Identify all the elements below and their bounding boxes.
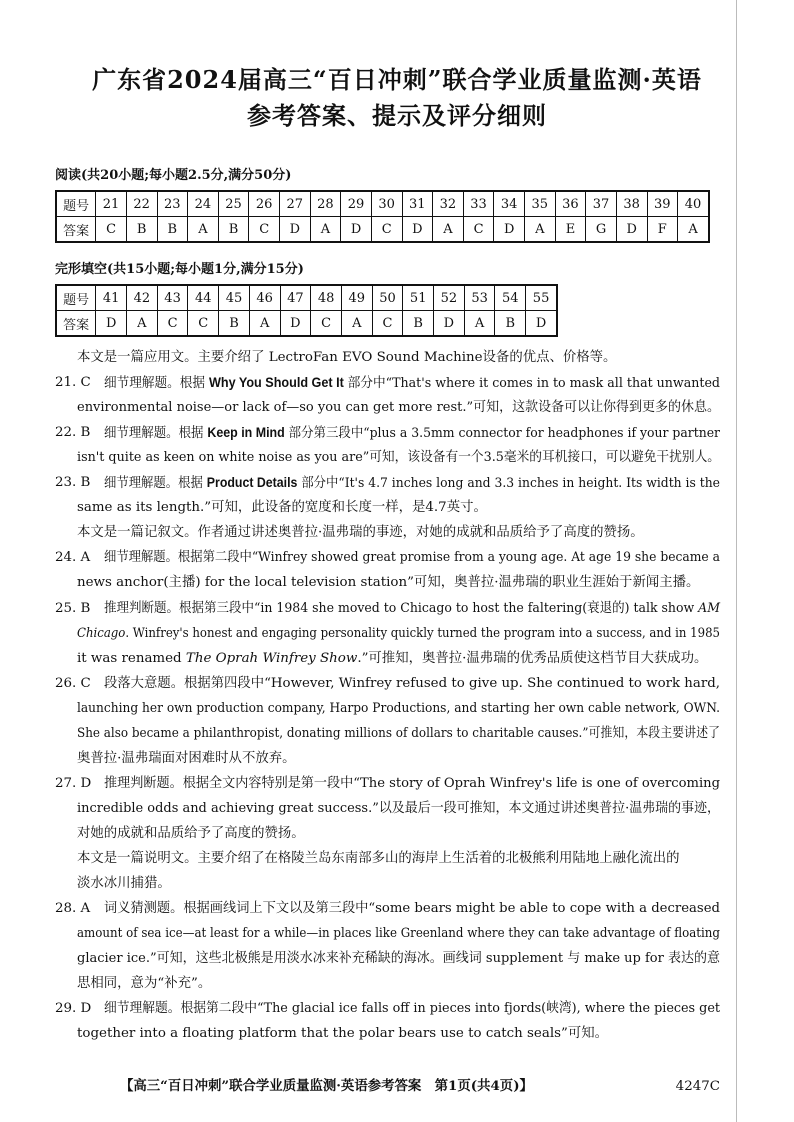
- answer-cell: D: [96, 311, 127, 337]
- text-line: [77, 574, 699, 592]
- text-line: [104, 424, 720, 443]
- answer-cell: B: [218, 217, 249, 243]
- question-number: 55: [526, 285, 557, 311]
- answer-cell: A: [678, 217, 709, 243]
- question-number: 50: [372, 285, 403, 311]
- question-number: 42: [127, 285, 158, 311]
- question-label: 23. B: [55, 475, 91, 491]
- table-row: [56, 217, 709, 243]
- answer-cell: F: [647, 217, 678, 243]
- answer-cell: A: [341, 311, 372, 337]
- question-number: 47: [280, 285, 311, 311]
- text-line: [77, 349, 616, 367]
- row-label: 题号: [56, 191, 96, 217]
- question-number: 40: [678, 191, 709, 217]
- question-number: 26: [249, 191, 280, 217]
- text-segment: 段落大意题。根据第四段中“However, Winfrey refused to give up. She continued to work hard,: [104, 675, 720, 691]
- answer-cell: D: [280, 217, 311, 243]
- text-line: [77, 875, 171, 893]
- question-number: 51: [403, 285, 434, 311]
- question-number: 22: [126, 191, 157, 217]
- text-segment: it was renamed: [77, 650, 186, 666]
- question-number: 27: [280, 191, 311, 217]
- text-line: [104, 775, 720, 793]
- reading-answer-table: [55, 190, 710, 243]
- answer-cell: G: [586, 217, 617, 243]
- page-subtitle: 参考答案、提示及评分细则: [247, 101, 547, 130]
- text-segment: 细节理解题。根据: [104, 376, 209, 392]
- text-segment: 推理判断题。根据第三段中“in 1984 she moved to Chicago to host the faltering(衰退的) talk show: [104, 600, 699, 616]
- paper-code: 4247C: [675, 1079, 720, 1094]
- text-line: [77, 750, 296, 768]
- table-row: [56, 191, 709, 217]
- footer: 【高三“百日冲刺”联合学业质量监测·英语参考答案 第1页(共4页)】: [120, 1078, 533, 1094]
- text-segment: incredible odds and achieving great success.”以及最后一段可推知，本文通过讲述奥普拉·温弗瑞的事迹，: [77, 800, 720, 816]
- answer-cell: C: [188, 311, 219, 337]
- question-number: 38: [616, 191, 647, 217]
- answer-cell: C: [311, 311, 342, 337]
- answer-cell: E: [555, 217, 586, 243]
- answer-cell: B: [403, 311, 434, 337]
- answer-cell: B: [157, 217, 188, 243]
- question-number: 29: [341, 191, 372, 217]
- text-segment: glacier ice.”可知，这些北极熊是用淡水冰来补充稀缺的海冰。画线词 supplement 与 make up for 表达的意: [77, 951, 720, 967]
- question-number: 53: [464, 285, 495, 311]
- answer-cell: D: [494, 217, 525, 243]
- text-line: [104, 474, 720, 493]
- answer-cell: A: [310, 217, 341, 243]
- section-name: Why You Should Get It: [208, 375, 344, 391]
- answer-cell: A: [464, 311, 495, 337]
- question-number: 34: [494, 191, 525, 217]
- text-line: [77, 499, 487, 517]
- question-number: 28: [310, 191, 341, 217]
- question-number: 32: [433, 191, 464, 217]
- row-label: 答案: [56, 217, 96, 243]
- answer-cell: A: [188, 217, 219, 243]
- text-segment: She also became a philanthropist, donating millions of dollars to charitable causes.”可推知，本段主要讲述了: [77, 725, 720, 741]
- question-number: 35: [525, 191, 556, 217]
- question-label: 26. C: [55, 675, 91, 691]
- text-line: [77, 725, 720, 743]
- question-number: 45: [219, 285, 250, 311]
- text-segment: 奥普拉·温弗瑞面对困难时从不放弃。: [77, 750, 296, 766]
- question-number: 24: [188, 191, 219, 217]
- text-segment: 部分中“It's 4.7 inches long and 3.3 inches in height. Its width is the: [297, 476, 720, 492]
- question-number: 37: [586, 191, 617, 217]
- text-segment: environmental noise—or lack of—so you can get more rest.”可知，这款设备可以让你得到更多的休息。: [77, 400, 720, 416]
- text-segment: 细节理解题。根据第二段中“Winfrey showed great promise from a young age. At age 19 she became a: [104, 550, 720, 566]
- section-name: Keep in Mind: [207, 425, 285, 441]
- italic-title: The Oprah Winfrey Show: [185, 650, 358, 666]
- question-number: 52: [434, 285, 465, 311]
- answer-cell: A: [525, 217, 556, 243]
- text-segment: amount of sea ice—at least for a while—in places like Greenland where they can take advantage of floating: [77, 926, 720, 942]
- table-row: [56, 311, 557, 337]
- text-line: [77, 1025, 608, 1043]
- text-line: [77, 700, 720, 718]
- footer-row: [120, 1075, 720, 1094]
- text-line: [77, 950, 720, 968]
- text-line: [104, 675, 720, 693]
- text-line: [77, 650, 707, 668]
- cloze-answer-table: [55, 284, 558, 337]
- italic-title: Chicago: [77, 625, 126, 641]
- answer-cell: D: [526, 311, 557, 337]
- text-segment: 本文是一篇应用文。主要介绍了 LectroFan EVO Sound Machine设备的优点、价格等。: [77, 350, 617, 365]
- text-line: [77, 825, 305, 843]
- section-name: Product Details: [206, 475, 298, 491]
- question-label: 25. B: [55, 600, 91, 616]
- question-number: 41: [96, 285, 127, 311]
- answer-cell: A: [127, 311, 158, 337]
- question-number: 33: [463, 191, 494, 217]
- question-number: 30: [371, 191, 402, 217]
- text-line: [77, 975, 211, 993]
- cloze-heading: 完形填空(共15小题;每小题1分,满分15分): [55, 262, 304, 277]
- question-label: 21. C: [55, 375, 91, 391]
- answer-cell: D: [341, 217, 372, 243]
- text-segment: 部分中“That's where it comes in to mask all that unwanted: [343, 376, 720, 392]
- table-row: [56, 285, 557, 311]
- answer-cell: A: [433, 217, 464, 243]
- page-title: 广东省2024届高三“百日冲刺”联合学业质量监测·英语: [92, 65, 702, 94]
- answer-cell: B: [126, 217, 157, 243]
- reading-heading: 阅读(共20小题;每小题2.5分,满分50分): [55, 168, 292, 183]
- answer-cell: C: [371, 217, 402, 243]
- answer-cell: A: [249, 311, 280, 337]
- question-number: 49: [341, 285, 372, 311]
- answer-cell: D: [402, 217, 433, 243]
- question-label: 29. D: [55, 1001, 92, 1017]
- text-segment: 淡水冰川捕猎。: [77, 876, 171, 892]
- text-segment: news anchor(主播) for the local television station”可知，奥普拉·温弗瑞的职业生涯始于新闻主播。: [77, 575, 700, 591]
- question-number: 31: [402, 191, 433, 217]
- question-number: 48: [311, 285, 342, 311]
- text-segment: 细节理解题。根据: [104, 426, 208, 442]
- text-line: [104, 600, 720, 618]
- text-line: [104, 549, 720, 567]
- text-line: [77, 625, 720, 643]
- question-label: 22. B: [55, 425, 91, 441]
- answer-cell: C: [96, 217, 127, 243]
- italic-title: AM: [698, 600, 720, 616]
- text-segment: 思相同，意为“补充”。: [77, 976, 212, 992]
- text-segment: isn't quite as keen on white noise as you are”可知，该设备有一个3.5毫米的耳机接口，可以避免干扰别人。: [77, 450, 720, 466]
- text-line: [104, 900, 720, 918]
- answer-cell: B: [219, 311, 250, 337]
- question-number: 46: [249, 285, 280, 311]
- text-segment: together into a floating platform that the polar bears use to catch seals”可知。: [77, 1026, 609, 1042]
- answer-cell: D: [434, 311, 465, 337]
- text-segment: 对她的成就和品质给予了高度的赞扬。: [77, 825, 305, 841]
- text-segment: .”可推知，奥普拉·温弗瑞的优秀品质使这档节目大获成功。: [357, 650, 708, 666]
- question-number: 54: [495, 285, 526, 311]
- answer-cell: D: [280, 311, 311, 337]
- answer-cell: C: [157, 311, 188, 337]
- question-number: 36: [555, 191, 586, 217]
- text-segment: . Winfrey's honest and engaging personality quickly turned the program into a success, and in 1985: [125, 625, 720, 641]
- text-segment: 部分第三段中“plus a 3.5mm connector for headphones if your partner: [284, 426, 720, 442]
- text-segment: 细节理解题。根据第二段中“The glacial ice falls off in pieces into fjords(峡湾), where the pieces get: [104, 1001, 720, 1017]
- question-number: 44: [188, 285, 219, 311]
- text-segment: 本文是一篇记叙文。作者通过讲述奥普拉·温弗瑞的事迹，对她的成就和品质给予了高度的赞扬。: [77, 525, 644, 541]
- text-segment: same as its length.”可知，此设备的宽度和长度一样，是4.7英寸。: [77, 500, 487, 516]
- text-segment: 推理判断题。根据全文内容特别是第一段中“The story of Oprah Winfrey's life is one of overcoming: [104, 775, 720, 791]
- question-label: 28. A: [55, 901, 91, 917]
- row-label: 答案: [56, 311, 96, 337]
- text-line: [104, 374, 720, 393]
- text-segment: 本文是一篇说明文。主要介绍了在格陵兰岛东南部多山的海岸上生活着的北极熊利用陆地上融化流出的: [77, 851, 680, 866]
- text-line: [104, 1000, 720, 1018]
- margin-line: [736, 0, 737, 1122]
- answer-cell: C: [372, 311, 403, 337]
- text-line: [77, 449, 720, 467]
- text-line: [77, 800, 720, 818]
- question-number: 43: [157, 285, 188, 311]
- text-line: [77, 524, 644, 542]
- answer-cell: C: [249, 217, 280, 243]
- question-number: 23: [157, 191, 188, 217]
- row-label: 题号: [56, 285, 96, 311]
- question-number: 39: [647, 191, 678, 217]
- text-line: [77, 850, 680, 868]
- text-segment: 细节理解题。根据: [104, 476, 207, 492]
- question-label: 24. A: [55, 550, 91, 566]
- answer-cell: C: [463, 217, 494, 243]
- text-line: [77, 399, 720, 417]
- text-segment: launching her own production company, Harpo Productions, and starting her own cable network, OWN.: [77, 700, 720, 716]
- answer-cell: B: [495, 311, 526, 337]
- question-number: 25: [218, 191, 249, 217]
- question-label: 27. D: [55, 775, 92, 791]
- text-segment: 词义猜测题。根据画线词上下文以及第三段中“some bears might be able to cope with a decreased: [104, 901, 720, 917]
- text-line: [77, 925, 720, 943]
- question-number: 21: [96, 191, 127, 217]
- answer-cell: D: [616, 217, 647, 243]
